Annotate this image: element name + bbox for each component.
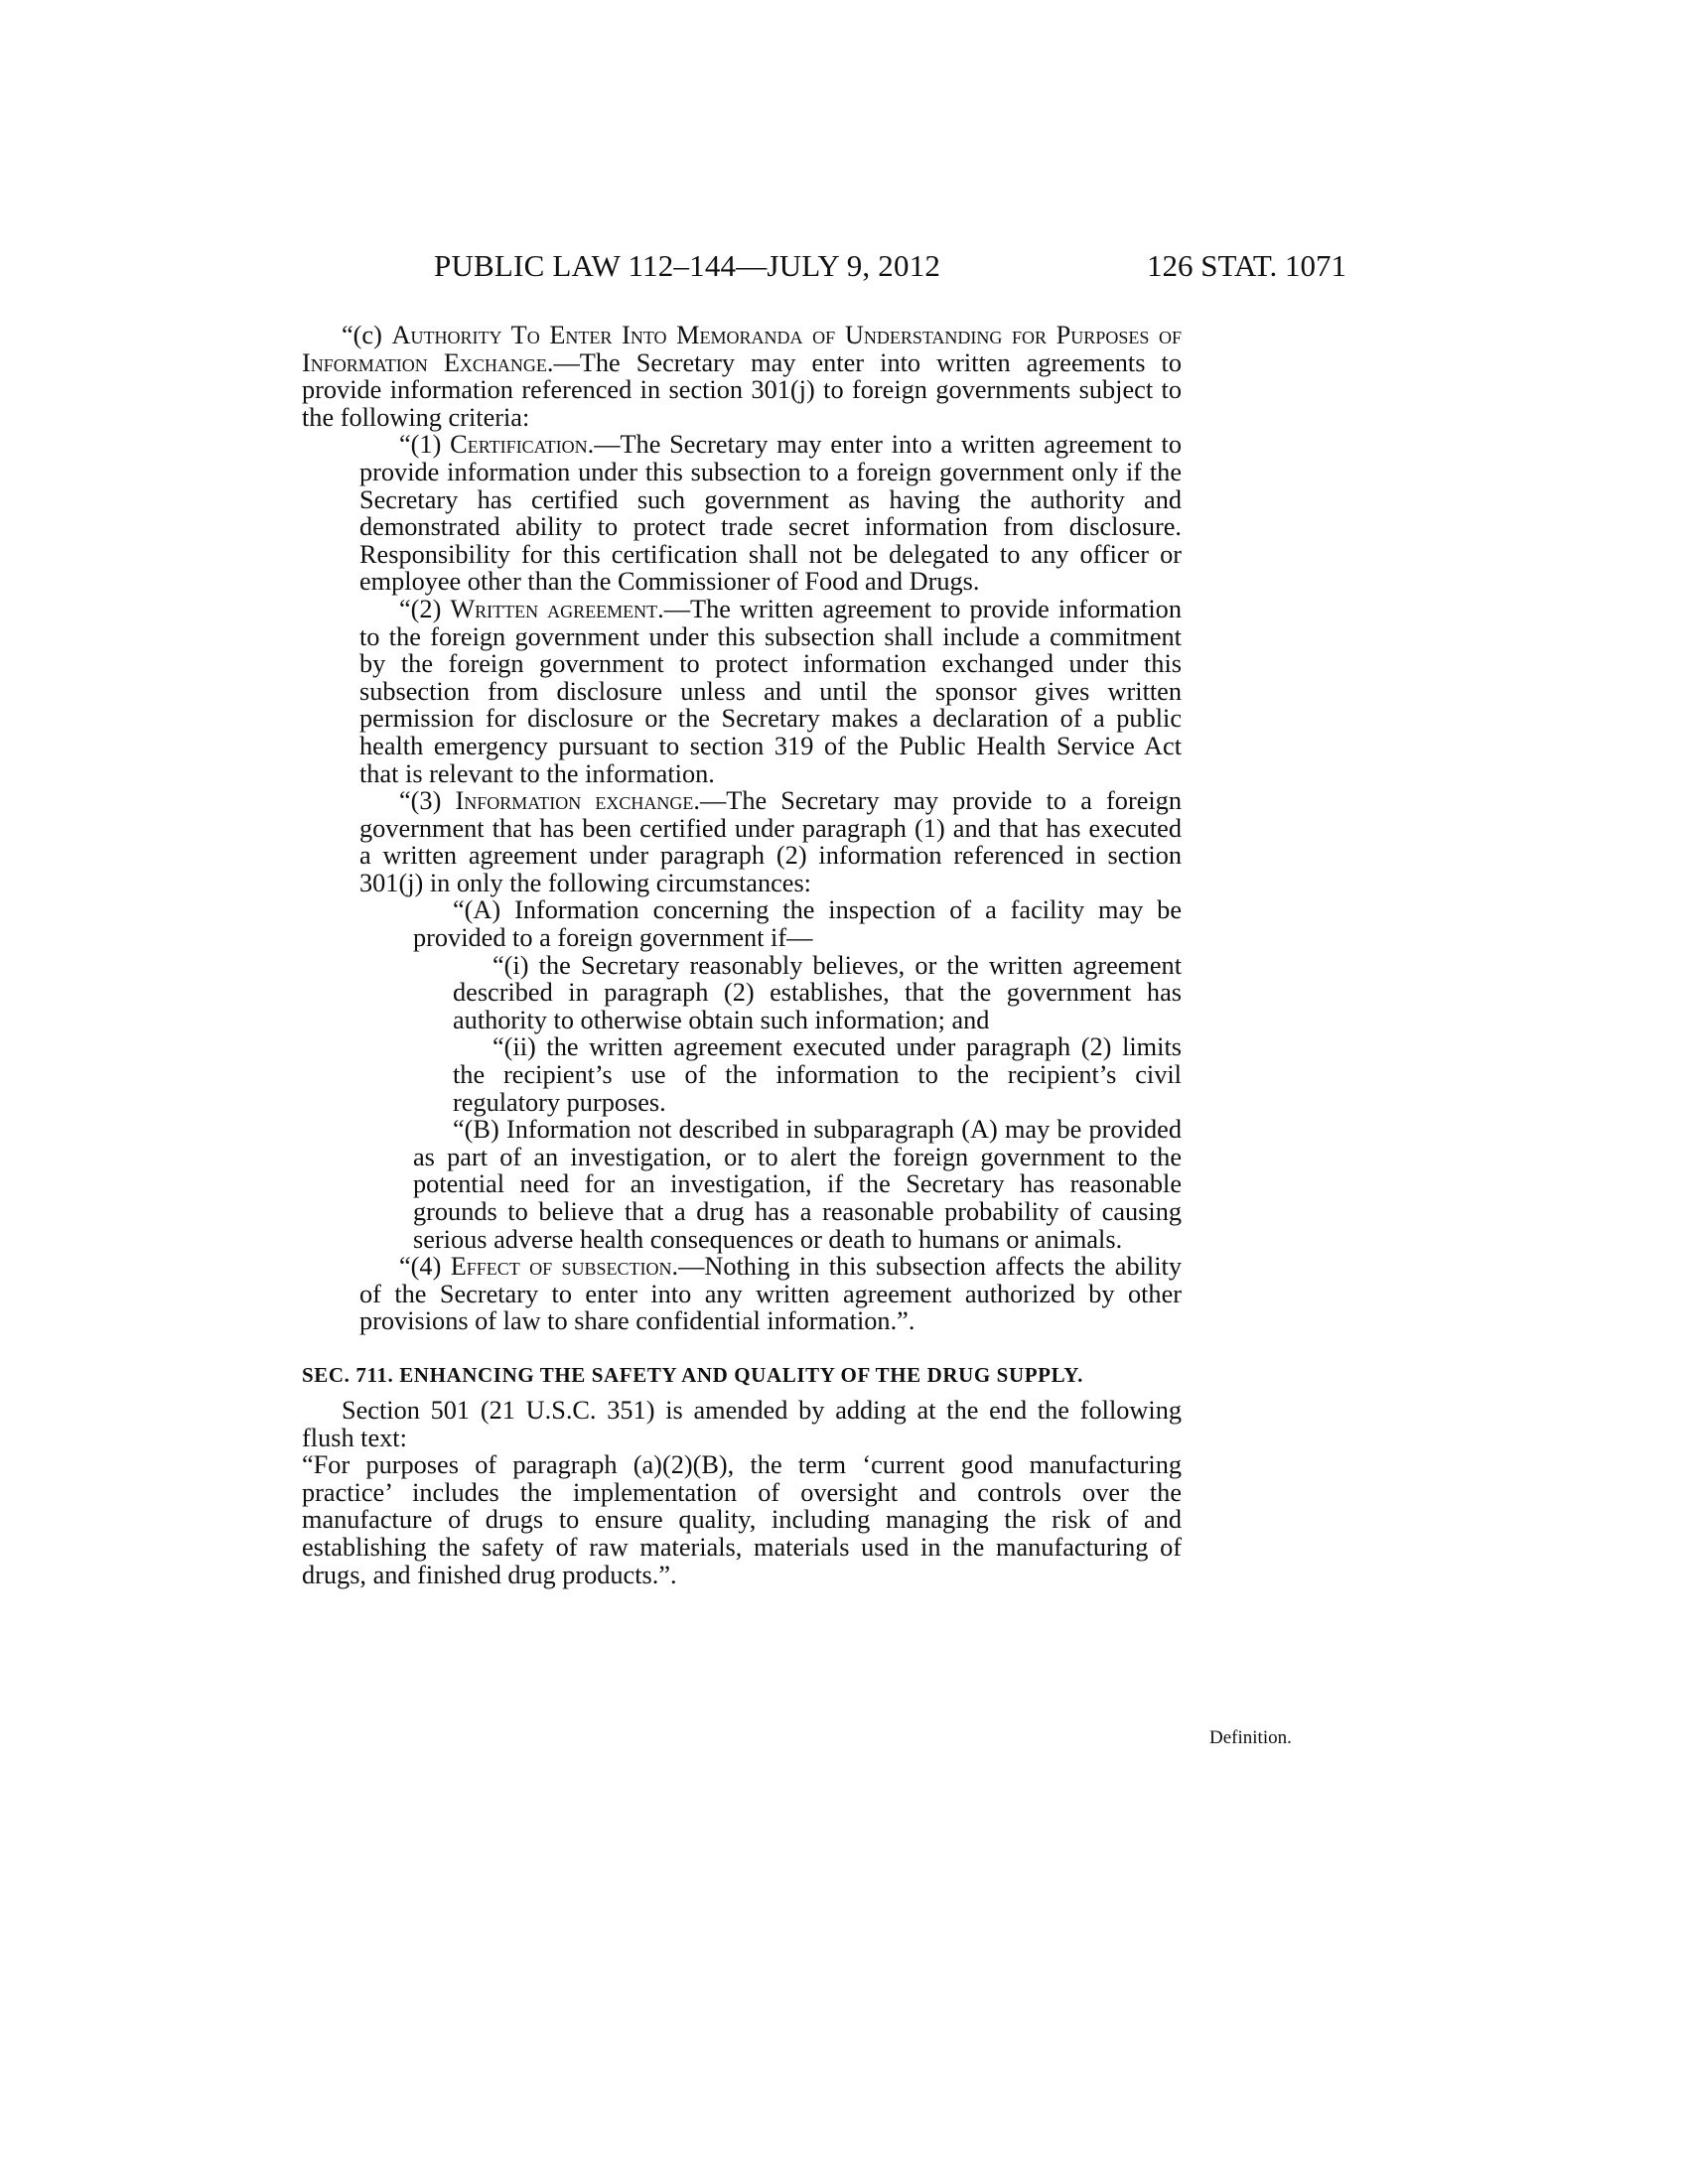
clause-c3Ai: “(i) the Secretary reasonably believes, or the written agreement described in paragraph (2) establishes, that the government has authority to otherwise obtain such information; and [453, 950, 1182, 1034]
paragraph-c1-heading: Certification. [450, 430, 595, 460]
paragraph-c2-text: —The written agreement to provide information to the foreign government under this subsection shall include a commitment by the foreign government to protect information exchanged under this subsection from disclosure unless and until the sponsor gives written permission for disclosure or the Secretary makes a declaration of a public health emergency pursuant to section 319 of the Public Health Service Act that is relevant to the information. [359, 594, 1182, 788]
subparagraph-c3A: “(A) Information concerning the inspection of a facility may be provided to a foreign government if— [413, 895, 1182, 953]
paragraph-c1-text: —The Secretary may enter into a written agreement to provide information under this subsection to a foreign government only if the Secretary has certified such government as having the authority and demonstrated ability to protect trade secret information from disclosure. Responsibility for this certification shall not be delegated to any officer or employee other than the Commissioner of Food and Drugs. [359, 430, 1182, 597]
paragraph-c-prefix: “(c) [342, 321, 392, 349]
margin-note-definition: Definition. [1209, 1727, 1292, 1748]
paragraph-c2-heading: Written agreement. [450, 594, 664, 623]
paragraph-c-heading: Authority To Enter Into Memoranda of Understanding for Purposes of Information Exchange. [302, 321, 1182, 377]
running-header-title: PUBLIC LAW 112–144—JULY 9, 2012 [434, 248, 941, 283]
paragraph-c4 [359, 1253, 1182, 1335]
section-711-heading: SEC. 711. ENHANCING THE SAFETY AND QUALITY OF THE DRUG SUPPLY. [302, 1362, 1083, 1387]
paragraph-c3-text: —The Secretary may provide to a foreign government that has been certified under paragraph (1) and that has executed a written agreement under paragraph (2) information referenced in section 301(j) in only the following circumstances: [359, 786, 1182, 897]
paragraph-c1-prefix: “(1) [399, 430, 451, 460]
clause-c3Aii: “(ii) the written agreement executed under paragraph (2) limits the recipient’s use of the information to the recipient’s civil regulatory purposes. [453, 1032, 1182, 1117]
paragraph-c1 [359, 431, 1182, 596]
body-text [302, 322, 1182, 1588]
paragraph-c4-text: —Nothing in this subsection affects the ability of the Secretary to enter into any written agreement authorized by other provisions of law to share confidential information.”. [359, 1252, 1182, 1336]
section-711-intro: Section 501 (21 U.S.C. 351) is amended by adding at the end the following flush text: [302, 1395, 1182, 1452]
paragraph-c3-prefix: “(3) [399, 786, 456, 816]
paragraph-c4-prefix: “(4) [399, 1252, 451, 1282]
paragraph-c2 [359, 596, 1182, 787]
paragraph-c3 [359, 787, 1182, 896]
paragraph-c3-heading: Information exchange. [455, 786, 700, 816]
section-711-flush-text: “For purposes of paragraph (a)(2)(B), the term ‘current good manufacturing practice’ includes the implementation of oversight and controls over the manufacture of drugs to ensure quality, including managing the risk of and establishing the safety of raw materials, materials used in the manufacturing of drugs, and finished drug products.”. [302, 1450, 1182, 1589]
paragraph-c4-heading: Effect of subsection. [450, 1252, 679, 1282]
running-header-page-number: 126 STAT. 1071 [1147, 248, 1347, 283]
paragraph-c-text: —The Secretary may enter into written agreements to provide information referenced in section 301(j) to foreign governments subject to the following criteria: [302, 347, 1182, 432]
paragraph-c2-prefix: “(2) [399, 594, 451, 623]
paragraph-c [302, 322, 1182, 431]
subparagraph-c3B: “(B) Information not described in subparagraph (A) may be provided as part of an investigation, or to alert the foreign government to the potential need for an investigation, if the Secretary has reasonable grounds to believe that a drug has a reasonable probability of causing serious adverse health consequences or death to humans or animals. [413, 1115, 1182, 1254]
